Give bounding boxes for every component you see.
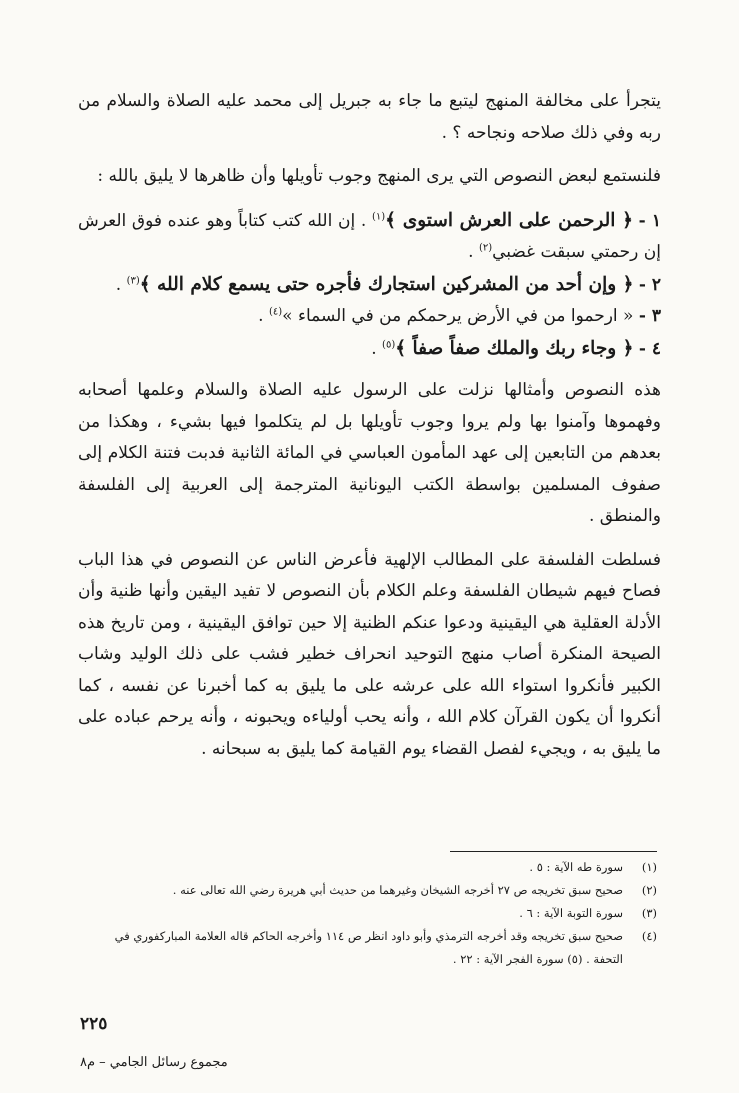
quran-quote: ﴿ الرحمن على العرش استوى ﴾ <box>385 209 633 231</box>
footnote-number: (٤) <box>641 929 657 943</box>
paragraph-2: فلنستمع لبعض النصوص التي يرى المنهج وجوب تأويلها وأن ظاهرها لا يليق بالله : <box>97 166 661 186</box>
hadith-quote: « ارحموا من في الأرض يرحمكم من في السماء » <box>282 306 634 326</box>
footnotes <box>82 856 657 971</box>
page-number: ٢٢٥ <box>80 1014 108 1034</box>
footnote-2 <box>82 879 657 902</box>
footnote-number: (٢) <box>641 883 657 897</box>
footnote-3 <box>82 902 657 925</box>
end-mark: . <box>468 242 479 262</box>
verse-list <box>78 205 661 366</box>
footnote-text: صحيح سبق تخريجه وقد أخرجه الترمذي وأبو داود انظر ص ١١٤ وأخرجه الحاكم قاله العلامة المباركفوري في التحفة . (٥) سورة الفجر الآية : ٢٢ . <box>114 929 623 966</box>
verse-item-4 <box>78 333 661 366</box>
item-number: ٣ - <box>638 306 661 326</box>
footnote-ref[interactable]: (٢) <box>478 242 493 254</box>
quran-quote: ﴿ وإن أحد من المشركين استجارك فأجره حتى يسمع كلام الله ﴾ <box>139 273 634 295</box>
footnote-1 <box>82 856 657 879</box>
paragraph-3: هذه النصوص وأمثالها نزلت على الرسول عليه الصلاة والسلام وعلمها أصحابه وفهموها وآمنوا بها ولم يروا وجوب تأويلها بل لم يتكلموا فيها بشيء ، وهكذا من بعدهم من التابعين إلى عهد المأمون العباسي في المائة الثانية فدبت فتنة الكلام إلى صفوف المسلمين بواسطة الكتب اليونانية المترجمة إلى العربية إلى الفلسفة والمنطق . <box>78 380 661 526</box>
end-mark: . <box>258 306 269 326</box>
verse-item-2 <box>78 269 661 302</box>
hadith-text: . إن الله كتب كتاباً وهو عنده فوق العرش إن رحمتي سبقت غضبي <box>78 210 661 262</box>
verse-item-1 <box>78 205 661 269</box>
footnote-number: (٣) <box>641 906 657 920</box>
footnote-ref[interactable]: (٥) <box>382 338 396 350</box>
verse-item-3 <box>78 301 661 333</box>
footnote-text: سورة التوبة الآية : ٦ . <box>519 906 623 920</box>
footnote-ref[interactable]: (١) <box>371 210 386 222</box>
paragraph-1: يتجرأ على مخالفة المنهج ليتبع ما جاء به جبريل إلى محمد عليه الصلاة والسلام من ربه وفي ذلك صلاحه ونجاحه ؟ . <box>78 91 661 143</box>
paragraph-4: فسلطت الفلسفة على المطالب الإلهية فأعرض الناس عن النصوص في هذا الباب فصاح فيهم شيطان الفلسفة وعلم الكلام بأن النصوص لا تفيد اليقين وأنها ظنية وأن الأدلة العقلية هي اليقينية ودعوا عنكم الظنية إلا حين توافق اليقينية ، ومن تاريخ هذه الصيحة المنكرة أصاب منهج التوحيد انحراف خطير فشب على ذلك الوليد وشاب الكبير فأنكروا استواء الله على عرشه على ما يليق به كما أخبرنا عن نفسه ، كما أنكروا أن يكون القرآن كلام الله ، وأنه يحب أولياءه ويحبونه ، وأنه يرحم عباده على ما يليق به ، ويجيء لفصل القضاء يوم القيامة كما يليق به سبحانه . <box>78 549 661 759</box>
quran-quote: ﴿ وجاء ربك والملك صفاً صفاً ﴾ <box>395 337 634 359</box>
footnote-ref[interactable]: (٣) <box>126 274 140 286</box>
item-number: ٤ - <box>638 338 661 359</box>
end-mark: . <box>371 338 383 359</box>
footnote-text: سورة طه الآية : ٥ . <box>529 860 623 874</box>
end-mark: . <box>115 274 127 295</box>
footnote-4 <box>82 925 657 971</box>
item-number: ١ - <box>638 210 662 231</box>
item-number: ٢ - <box>638 274 661 295</box>
collection-signature: مجموع رسائل الجامي – م٨ <box>80 1055 228 1070</box>
footnote-ref[interactable]: (٤) <box>268 306 283 318</box>
footnote-number: (١) <box>641 860 657 874</box>
footnote-divider <box>450 851 657 852</box>
footnote-text: صحيح سبق تخريجه ص ٢٧ أخرجه الشيخان وغيرهما من حديث أبي هريرة رضي الله تعالى عنه . <box>172 883 623 897</box>
main-text <box>78 86 661 777</box>
